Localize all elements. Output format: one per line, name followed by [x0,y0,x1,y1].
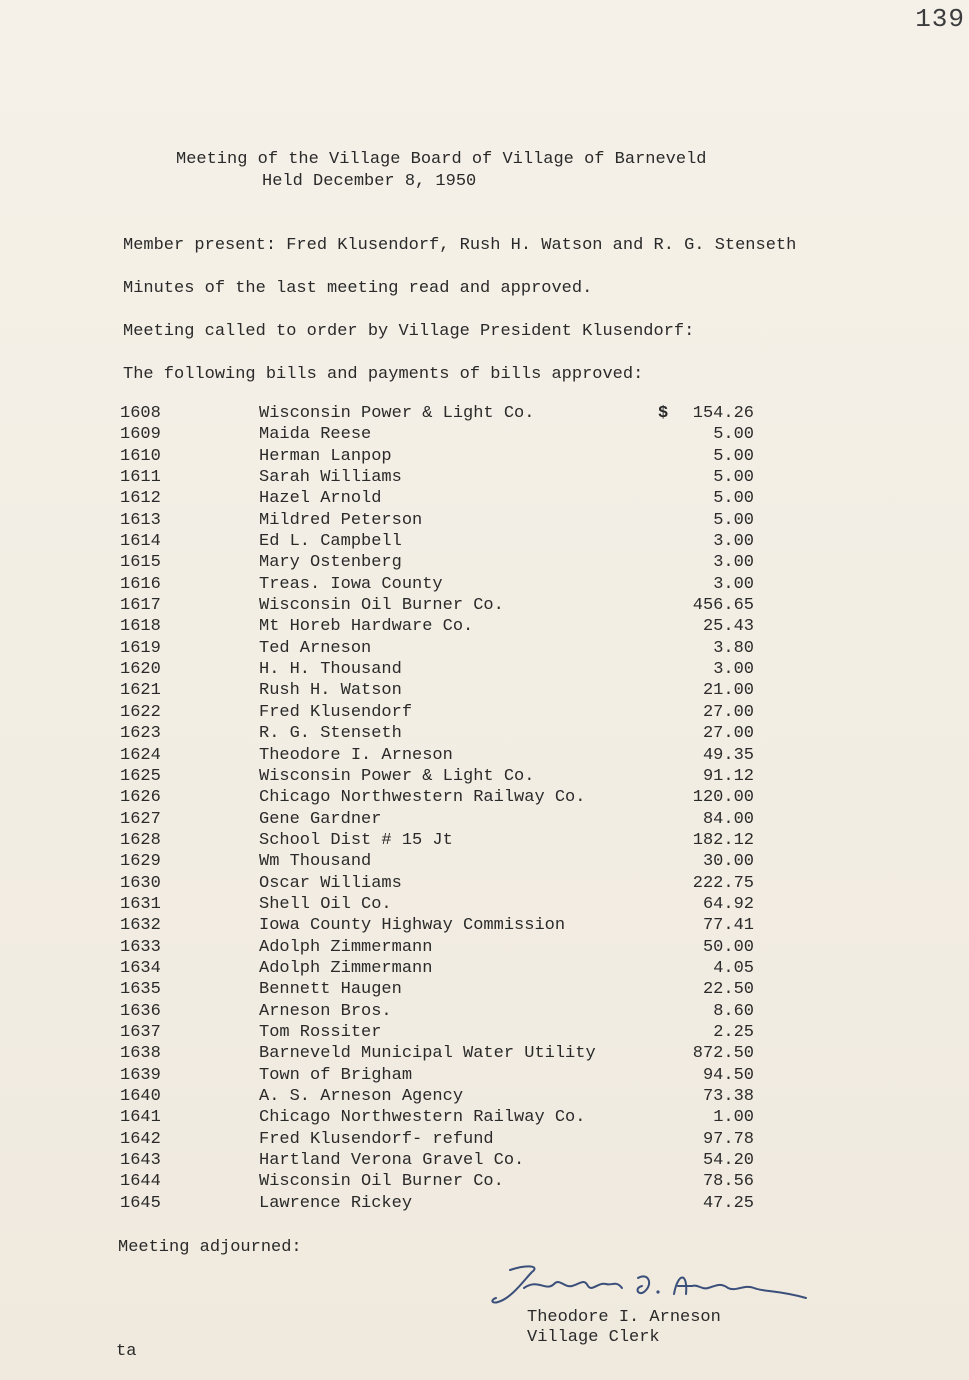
bill-number: 1635 [120,980,161,1000]
bill-amount: 872.50 [692,1044,754,1064]
bill-row [118,1194,778,1215]
bill-number: 1625 [120,766,161,786]
bill-row [118,425,778,446]
bill-number: 1624 [120,745,161,765]
bill-row [118,1023,778,1044]
bill-payee: Shell Oil Co. [259,894,392,914]
bill-payee: Wm Thousand [259,852,372,872]
bill-payee: School Dist # 15 Jt [259,830,453,850]
bill-number: 1636 [120,1001,161,1021]
bill-number: 1643 [120,1151,161,1171]
bill-payee: Hazel Arnold [259,489,382,509]
bill-payee: Wisconsin Power & Light Co. [259,766,535,786]
bill-amount: 27.00 [702,724,754,744]
bill-payee: Fred Klusendorf [259,702,413,722]
bill-amount: 3.80 [713,638,754,658]
bill-row [118,788,778,809]
bill-payee: R. G. Stenseth [259,724,402,744]
bill-number: 1633 [120,937,161,957]
bill-row [118,810,778,831]
bill-number: 1645 [120,1193,161,1213]
bill-number: 1642 [120,1129,161,1149]
bill-payee: Hartland Verona Gravel Co. [259,1151,525,1171]
bill-payee: Iowa County Highway Commission [259,916,566,936]
bill-amount: 21.00 [702,681,754,701]
bill-number: 1609 [120,425,161,445]
bill-amount: 5.00 [713,510,754,530]
bill-number: 1610 [120,446,161,466]
bill-row [118,895,778,916]
bill-amount: 78.56 [702,1172,754,1192]
clerk-name: Theodore I. Arneson [527,1308,721,1327]
members-present: Member present: Fred Klusendorf, Rush H. Watson and R. G. Stenseth [123,236,797,255]
bill-row [118,1172,778,1193]
bill-payee: Adolph Zimmermann [259,937,433,957]
bill-number: 1619 [120,638,161,658]
bill-row [118,532,778,553]
bill-row [118,746,778,767]
bill-amount: 5.00 [713,489,754,509]
bill-payee: Barneveld Municipal Water Utility [259,1044,596,1064]
bill-row [118,1151,778,1172]
bill-amount: 97.78 [702,1129,754,1149]
bill-row [118,681,778,702]
bill-number: 1634 [120,958,161,978]
bill-number: 1627 [120,809,161,829]
bill-amount: 3.00 [713,553,754,573]
bill-number: 1612 [120,489,161,509]
bill-row [118,767,778,788]
bill-amount: 94.50 [702,1065,754,1085]
minutes-approved: Minutes of the last meeting read and approved. [123,279,593,298]
heading-date: Held December 8, 1950 [262,172,477,191]
bill-row [118,404,778,425]
bill-row [118,639,778,660]
bill-amount: 3.00 [713,574,754,594]
bill-payee: Gene Gardner [259,809,382,829]
handwritten-signature [488,1258,818,1308]
bill-payee: Chicago Northwestern Railway Co. [259,788,586,808]
bill-amount: 50.00 [702,937,754,957]
bill-row [118,852,778,873]
currency-symbol: $ [658,404,669,423]
bill-number: 1631 [120,894,161,914]
bill-payee: Lawrence Rickey [259,1193,413,1213]
bill-amount: 4.05 [713,958,754,978]
bills-list [118,404,778,1215]
bill-amount: 3.00 [713,660,754,680]
bill-row [118,553,778,574]
bill-amount: 47.25 [702,1193,754,1213]
bill-number: 1611 [120,468,161,488]
bill-number: 1639 [120,1065,161,1085]
bill-row [118,1087,778,1108]
bill-number: 1632 [120,916,161,936]
bill-number: 1613 [120,510,161,530]
bill-row [118,575,778,596]
bill-row [118,596,778,617]
page-number: 139 [915,4,965,34]
bill-row [118,660,778,681]
bill-row [118,874,778,895]
bill-payee: Theodore I. Arneson [259,745,453,765]
bill-amount: 73.38 [702,1087,754,1106]
bill-row [118,831,778,852]
bill-row [118,489,778,510]
bill-payee: Tom Rossiter [259,1022,382,1042]
bill-number: 1622 [120,702,161,722]
bill-row [118,1066,778,1087]
bill-amount: 91.12 [702,766,754,786]
bill-payee: Adolph Zimmermann [259,958,433,978]
bill-amount: 5.00 [713,446,754,466]
bill-amount: 182.12 [692,830,754,850]
bill-amount: 8.60 [713,1001,754,1021]
bill-payee: Mt Horeb Hardware Co. [259,617,474,637]
bill-payee: Oscar Williams [259,873,402,893]
bill-number: 1616 [120,574,161,594]
bill-row [118,1044,778,1065]
bill-payee: Arneson Bros. [259,1001,392,1021]
bill-row [118,511,778,532]
bill-number: 1630 [120,873,161,893]
bill-payee: Rush H. Watson [259,681,402,701]
bill-amount: 3.00 [713,532,754,552]
bill-amount: 84.00 [702,809,754,829]
bill-number: 1637 [120,1022,161,1042]
bill-number: 1620 [120,660,161,680]
bill-number: 1617 [120,596,161,616]
bill-amount: 1.00 [713,1108,754,1128]
bill-row [118,1130,778,1151]
clerk-title: Village Clerk [527,1328,660,1347]
heading-title: Meeting of the Village Board of Village of Barneveld [176,150,707,169]
bill-payee: Wisconsin Oil Burner Co. [259,596,504,616]
bill-payee: Wisconsin Power & Light Co. [259,404,535,423]
bill-amount: 77.41 [702,916,754,936]
bill-payee: Wisconsin Oil Burner Co. [259,1172,504,1192]
bill-row [118,1108,778,1129]
bill-amount: 120.00 [692,788,754,808]
bill-amount: 49.35 [702,745,754,765]
bill-payee: Fred Klusendorf- refund [259,1129,494,1149]
typist-initials: ta [116,1342,137,1361]
bill-number: 1640 [120,1087,161,1106]
bills-intro: The following bills and payments of bills approved: [123,365,644,384]
bill-number: 1623 [120,724,161,744]
bill-row [118,938,778,959]
bill-row [118,916,778,937]
bill-payee: Sarah Williams [259,468,402,488]
bill-amount: 5.00 [713,468,754,488]
bill-number: 1608 [120,404,161,423]
bill-row [118,724,778,745]
bill-amount: 54.20 [702,1151,754,1171]
bill-payee: Ed L. Campbell [259,532,402,552]
bill-payee: Town of Brigham [259,1065,413,1085]
bill-payee: Ted Arneson [259,638,372,658]
bill-row [118,1002,778,1023]
bill-amount: 154.26 [692,404,754,423]
meeting-adjourned: Meeting adjourned: [118,1238,302,1257]
bill-amount: 22.50 [702,980,754,1000]
bill-payee: Herman Lanpop [259,446,392,466]
bill-amount: 456.65 [692,596,754,616]
bill-amount: 222.75 [692,873,754,893]
bill-amount: 30.00 [702,852,754,872]
bill-number: 1618 [120,617,161,637]
bill-amount: 25.43 [702,617,754,637]
bill-number: 1629 [120,852,161,872]
bill-amount: 27.00 [702,702,754,722]
bill-row [118,980,778,1001]
bill-number: 1641 [120,1108,161,1128]
bill-row [118,447,778,468]
bill-payee: Bennett Haugen [259,980,402,1000]
bill-payee: H. H. Thousand [259,660,402,680]
bill-row [118,703,778,724]
bill-number: 1638 [120,1044,161,1064]
bill-amount: 5.00 [713,425,754,445]
bill-amount: 64.92 [702,894,754,914]
bill-row [118,959,778,980]
bill-number: 1644 [120,1172,161,1192]
bill-payee: Mary Ostenberg [259,553,402,573]
called-to-order: Meeting called to order by Village President Klusendorf: [123,322,695,341]
bill-payee: Maida Reese [259,425,372,445]
bill-payee: Chicago Northwestern Railway Co. [259,1108,586,1128]
bill-number: 1621 [120,681,161,701]
bill-payee: A. S. Arneson Agency [259,1087,464,1106]
bill-number: 1628 [120,830,161,850]
bill-row [118,468,778,489]
bill-payee: Treas. Iowa County [259,574,443,594]
bill-number: 1614 [120,532,161,552]
bill-payee: Mildred Peterson [259,510,423,530]
bill-amount: 2.25 [713,1022,754,1042]
bill-number: 1626 [120,788,161,808]
bill-row [118,617,778,638]
bill-number: 1615 [120,553,161,573]
